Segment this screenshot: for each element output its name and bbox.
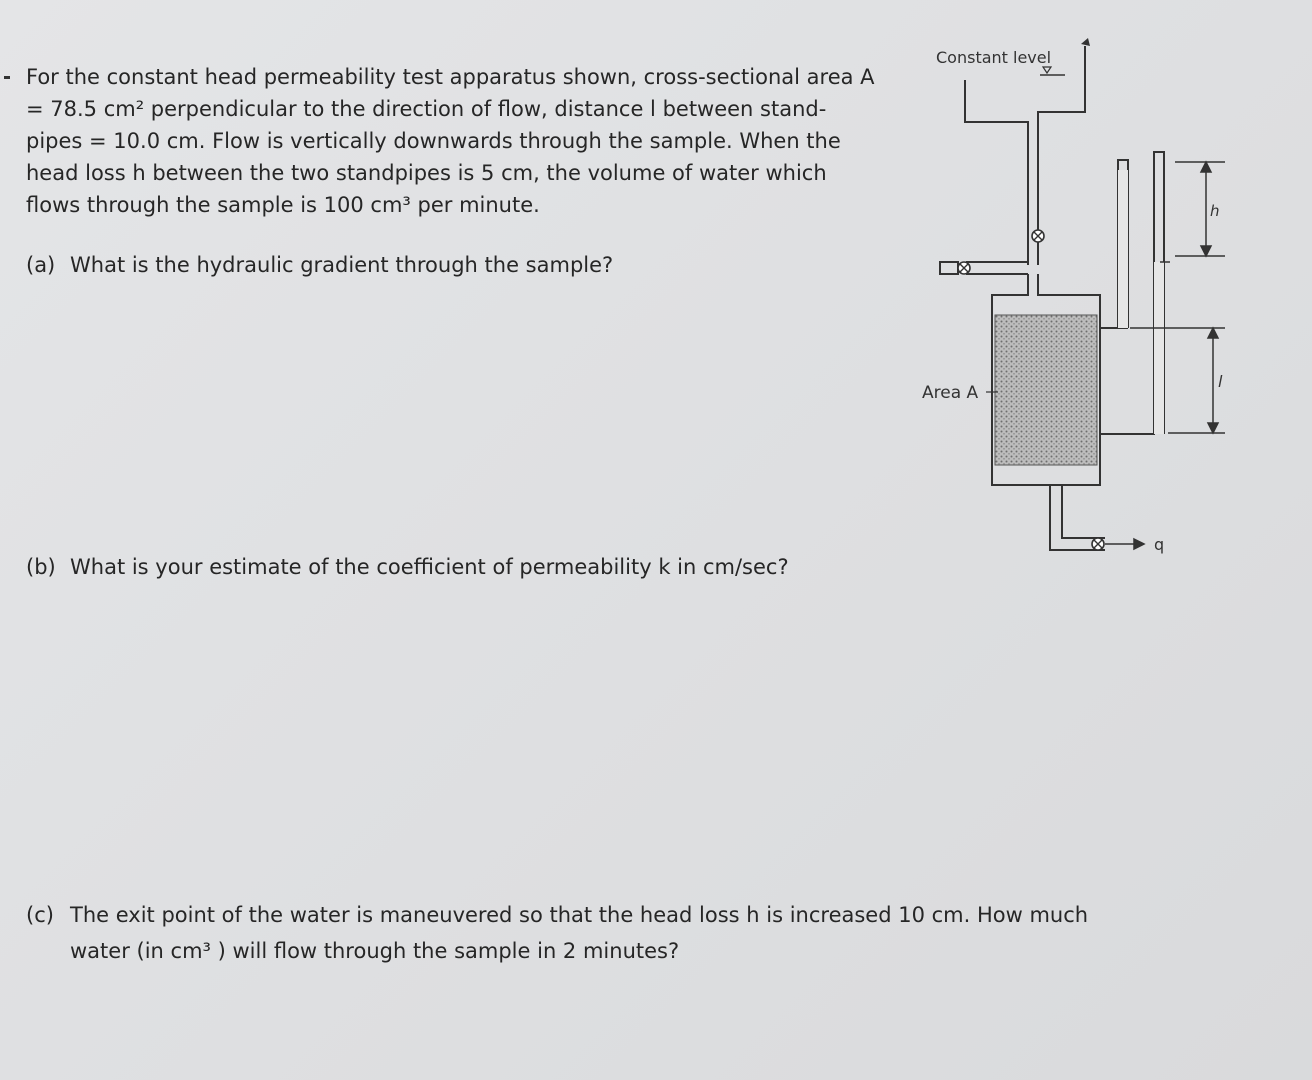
drain-valve-pipe — [940, 262, 1028, 274]
outlet-valve-icon — [1092, 538, 1104, 550]
question-a — [26, 250, 613, 280]
question-c-label: (c) — [26, 903, 54, 927]
permeameter-diagram — [900, 30, 1223, 570]
area-label: Area A — [922, 383, 979, 403]
question-a-label: (a) — [26, 253, 56, 277]
question-b — [26, 552, 789, 582]
inflow-arrow-icon — [1081, 38, 1090, 46]
standpipe-1-water — [1118, 170, 1128, 328]
bullet-mark — [4, 76, 10, 79]
l-label: l — [1218, 372, 1223, 391]
problem-line-1: For the constant head permeability test apparatus shown, cross-sectional area A — [26, 65, 875, 89]
problem-line-3: pipes = 10.0 cm. Flow is vertically downwards through the sample. When the — [26, 129, 841, 153]
constant-level-label: Constant level — [936, 48, 1052, 67]
standpipe-2-water — [1154, 262, 1164, 434]
problem-line-5: flows through the sample is 100 cm³ per minute. — [26, 193, 540, 217]
standpipe-distance-dimension — [1130, 328, 1225, 433]
water-level-marker-icon — [1043, 67, 1051, 73]
question-b-text: What is your estimate of the coefficient of permeability k in cm/sec? — [70, 555, 789, 579]
soil-sample — [995, 315, 1097, 465]
problem-line-2: = 78.5 cm² perpendicular to the direction of flow, distance l between stand- — [26, 97, 827, 121]
q-label: q — [1154, 535, 1165, 554]
question-c-line-1: The exit point of the water is maneuvered so that the head loss h is increased 10 cm. How much — [70, 903, 1089, 927]
outflow-arrow-icon — [1105, 539, 1144, 549]
question-c — [26, 900, 1088, 930]
constant-level-tank — [965, 46, 1085, 265]
inlet-valve-icon — [1032, 230, 1044, 242]
question-a-text: What is the hydraulic gradient through the sample? — [70, 253, 614, 277]
drain-valve-icon — [958, 262, 970, 274]
h-label: h — [1210, 202, 1220, 220]
question-c-line-2: water (in cm³ ) will flow through the sample in 2 minutes? — [70, 939, 680, 963]
question-b-label: (b) — [26, 555, 56, 579]
problem-line-4: head loss h between the two standpipes is 5 cm, the volume of water which — [26, 161, 827, 185]
